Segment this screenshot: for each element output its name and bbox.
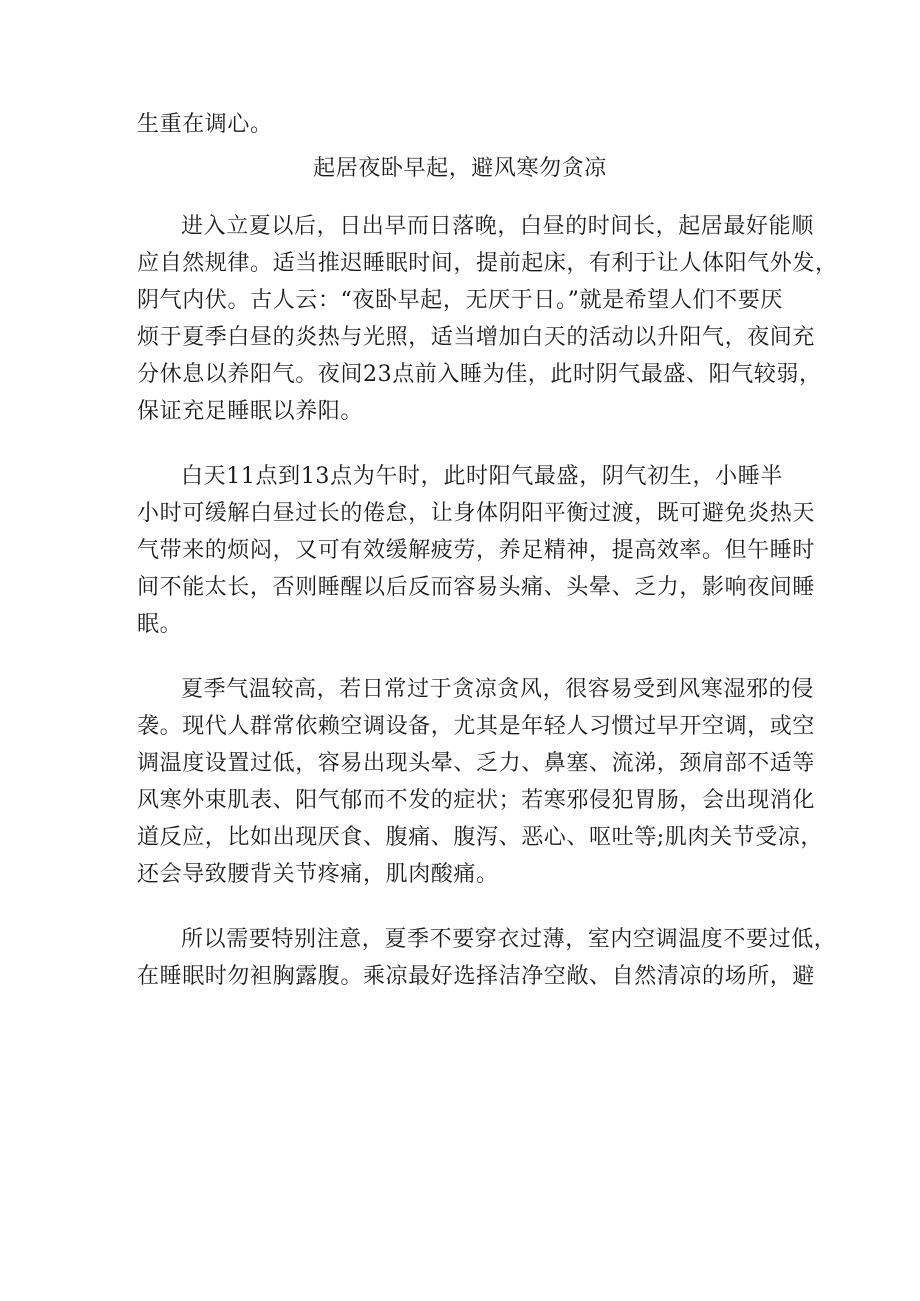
paragraph-line: 袭。现代人群常依赖空调设备，尤其是年轻人习惯过早开空调，或空 — [137, 714, 816, 739]
paragraph-line: 眠。 — [137, 612, 183, 637]
paragraph-line: 进入立夏以后，日出早而日落晚，白昼的时间长，起居最好能顺 — [181, 214, 814, 239]
paragraph-line: 风寒外束肌表、阳气郁而不发的症状；若寒邪侵犯胃肠，会出现消化 — [137, 788, 816, 813]
paragraph-line: 在睡眠时勿袒胸露腹。乘凉最好选择洁净空敞、自然清凉的场所，避 — [137, 964, 816, 989]
paragraph-line: 还会导致腰背关节疼痛，肌肉酸痛。 — [137, 862, 499, 887]
paragraph-line: 应自然规律。适当推迟睡眠时间，提前起床，有利于让人体阳气外发， — [137, 251, 838, 276]
paragraph-line: 道反应，比如出现厌食、腹痛、腹泻、恶心、呕吐等;肌肉关节受凉， — [137, 825, 824, 850]
paragraph-line: 所以需要特别注意，夏季不要穿衣过薄，室内空调温度不要过低， — [181, 927, 837, 952]
paragraph-4 — [137, 921, 837, 995]
paragraph-line: 间不能太长，否则睡醒以后反而容易头痛、头晕、乏力，影响夜间睡 — [137, 575, 816, 600]
paragraph-3 — [137, 671, 824, 893]
document-body — [137, 106, 838, 1023]
section-heading: 起居夜卧早起，避风寒勿贪凉 — [313, 156, 607, 181]
paragraph-line: 气带来的烦闷，又可有效缓解疲劳，养足精神，提高效率。但午睡时 — [137, 538, 816, 563]
paragraph-line: 夏季气温较高，若日常过于贪凉贪风，很容易受到风寒湿邪的侵 — [181, 677, 814, 702]
paragraph-2 — [137, 458, 816, 643]
paragraph-line: 烦于夏季白昼的炎热与光照，适当增加白天的活动以升阳气，夜间充 — [137, 325, 816, 350]
intro-line: 生重在调心。 — [137, 112, 273, 137]
paragraph-line: 保证充足睡眠以养阳。 — [137, 399, 364, 424]
paragraph-line: 白天11点到13点为午时，此时阳气最盛，阴气初生，小睡半 — [181, 464, 783, 489]
paragraph-line: 调温度设置过低，容易出现头晕、乏力、鼻塞、流涕，颈肩部不适等 — [137, 751, 816, 776]
paragraph-1 — [137, 208, 838, 430]
paragraph-line: 小时可缓解白昼过长的倦怠，让身体阴阳平衡过渡，既可避免炎热天 — [137, 501, 816, 526]
paragraph-line: 阴气内伏。古人云：“夜卧早起，无厌于日。”就是希望人们不要厌 — [137, 288, 783, 313]
paragraph-line: 分休息以养阳气。夜间23点前入睡为佳，此时阴气最盛、阳气较弱， — [137, 362, 822, 387]
